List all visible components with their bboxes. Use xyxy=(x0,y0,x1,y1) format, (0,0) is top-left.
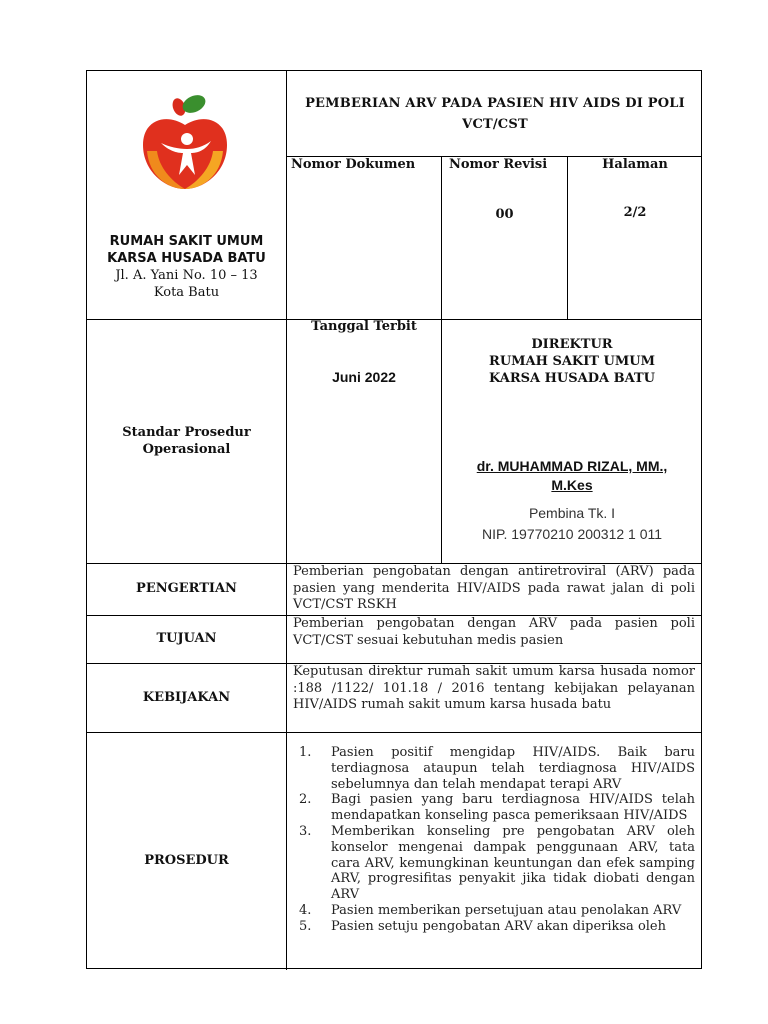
list-item-text: Pasien setuju pengobatan ARV akan diperiksa oleh xyxy=(331,918,666,934)
list-item-number: 3. xyxy=(299,823,312,839)
sop-label xyxy=(87,424,286,458)
prosedur-list xyxy=(293,745,695,935)
hospital-name-line2: KARSA HUSADA BATU xyxy=(107,251,266,266)
list-item xyxy=(293,792,695,824)
kebijakan-text: Keputusan direktur rumah sakit umum karsa husada nomor :188 /1122/ 101.18 / 2016 tentang kebijakan pelayanan HIV/AIDS rumah sakit umum karsa husada batu xyxy=(293,664,695,712)
halaman-value: 2/2 xyxy=(623,205,647,220)
document-title: PEMBERIAN ARV PADA PASIEN HIV AIDS DI POLI VCT/CST xyxy=(305,96,685,132)
tanggal-terbit-value: Juni 2022 xyxy=(332,369,396,385)
nomor-revisi-value: 00 xyxy=(495,207,514,222)
direktur-line2: RUMAH SAKIT UMUM xyxy=(489,354,655,369)
signatory-name xyxy=(442,457,702,495)
direktur-line1: DIREKTUR xyxy=(531,337,613,352)
list-item-text: Pasien memberikan persetujuan atau penolakan ARV xyxy=(331,902,682,918)
column-divider xyxy=(567,156,568,319)
list-item xyxy=(293,919,695,935)
direktur-block xyxy=(442,336,702,387)
list-item-text: Pasien positif mengidap HIV/AIDS. Baik baru terdiagnosa ataupun telah terdiagnosa HIV/AIDS sebelumnya dan telah mendapat terapi ARV xyxy=(331,745,695,792)
hospital-name xyxy=(87,233,286,267)
list-item-number: 5. xyxy=(299,918,312,934)
list-item-text: Bagi pasien yang baru terdiagnosa HIV/AIDS telah mendapatkan konseling pasca pemeriksaan HIV/AIDS xyxy=(331,792,695,824)
pengertian-text: Pemberian pengobatan dengan antiretroviral (ARV) pada pasien yang menderita HIV/AIDS pada rawat jalan di poli VCT/CST RSKH xyxy=(293,564,695,612)
list-item xyxy=(293,903,695,919)
halaman-label: Halaman xyxy=(602,157,668,172)
row-divider xyxy=(87,732,702,733)
column-divider xyxy=(441,156,442,319)
prosedur-label: PROSEDUR xyxy=(144,853,229,868)
list-item-number: 2. xyxy=(299,792,312,808)
hospital-logo-icon xyxy=(139,95,231,193)
list-item xyxy=(293,824,695,903)
sop-label-line2: Operasional xyxy=(142,442,231,457)
signatory-line2: M.Kes xyxy=(551,477,593,493)
nomor-revisi-label: Nomor Revisi xyxy=(449,157,548,172)
sop-document xyxy=(86,70,702,969)
signatory-rank: Pembina Tk. I xyxy=(528,505,616,521)
column-divider xyxy=(286,71,287,970)
list-item-text: Memberikan konseling pre pengobatan ARV oleh konselor mengenai dampak penggunaan ARV, tata cara ARV, kemungkinan keuntungan dan efek samping ARV, progresifitas penyakit jika tidak diobati dengan ARV xyxy=(331,823,695,903)
hospital-address-line2: Kota Batu xyxy=(153,285,220,300)
sop-label-line1: Standar Prosedur xyxy=(122,425,251,440)
hospital-address xyxy=(87,267,286,301)
tujuan-label: TUJUAN xyxy=(156,631,217,646)
signatory-nip: NIP. 19770210 200312 1 011 xyxy=(481,526,663,542)
pengertian-label: PENGERTIAN xyxy=(136,581,237,596)
nomor-dokumen-label: Nomor Dokumen xyxy=(291,157,416,172)
list-item xyxy=(293,745,695,792)
tujuan-text: Pemberian pengobatan dengan ARV pada pasien poli VCT/CST sesuai kebutuhan medis pasien xyxy=(293,616,695,648)
signatory-line1: dr. MUHAMMAD RIZAL, MM., xyxy=(476,458,668,474)
list-item-number: 1. xyxy=(299,745,312,760)
list-item-number: 4. xyxy=(299,902,312,918)
hospital-address-line1: Jl. A. Yani No. 10 – 13 xyxy=(115,268,258,283)
kebijakan-label: KEBIJAKAN xyxy=(142,690,231,705)
hospital-name-line1: RUMAH SAKIT UMUM xyxy=(109,234,264,249)
direktur-line3: KARSA HUSADA BATU xyxy=(488,371,656,386)
tanggal-terbit-label: Tanggal Terbit xyxy=(311,319,417,334)
